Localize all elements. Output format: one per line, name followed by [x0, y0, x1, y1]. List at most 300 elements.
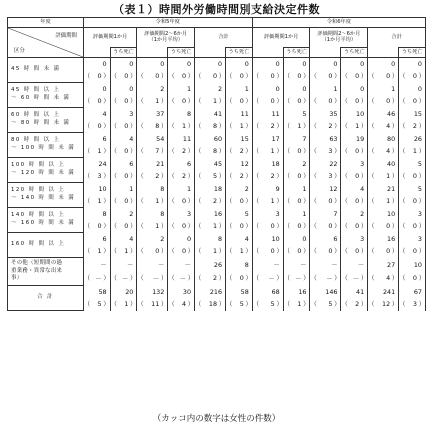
paren-open: （ — [195, 247, 202, 255]
death-subheader: うち死亡 — [399, 48, 426, 58]
female-value-cell — [226, 170, 253, 183]
value-cell: 6 — [310, 233, 341, 246]
female-value-cell — [310, 272, 341, 286]
female-value: 0 — [239, 97, 244, 105]
death-subheader: うち死亡 — [226, 48, 253, 58]
female-value: 1 — [181, 122, 187, 130]
value-cell: 1 — [310, 83, 341, 96]
female-value: － — [352, 274, 360, 283]
paren-close: ） — [218, 222, 226, 230]
female-value-cell — [283, 70, 310, 83]
value-cell: 10 — [252, 233, 283, 246]
paren-open: （ — [399, 97, 406, 105]
female-value-cell — [137, 95, 168, 108]
female-value-cell — [110, 272, 137, 286]
female-value: 0 — [97, 97, 102, 105]
paren-open: （ — [368, 122, 375, 130]
female-value-cell — [83, 95, 110, 108]
value-cell: 0 — [83, 83, 110, 96]
paren-close: ） — [418, 147, 425, 155]
value-cell: 3 — [168, 208, 195, 221]
female-value: 0 — [270, 222, 275, 230]
value-cell: 1 — [368, 83, 399, 96]
value-cell: 5 — [283, 108, 310, 121]
paren-close: ） — [187, 97, 195, 105]
paren-open: （ — [83, 300, 91, 308]
female-value-cell — [368, 95, 399, 108]
blank-subheader — [137, 48, 168, 58]
paren-open: （ — [168, 197, 175, 205]
female-value-cell — [310, 220, 341, 233]
paren-close: ） — [129, 122, 137, 130]
paren-close: ） — [160, 172, 168, 180]
paren-open: （ — [310, 300, 317, 308]
paren-close: ） — [218, 197, 226, 205]
r6-period-2-6m-header: 評価期間2～6か月 （1か月平均） — [310, 28, 368, 48]
value-cell: 60 — [195, 133, 226, 146]
value-cell: 4 — [110, 233, 137, 246]
paren-close: ） — [218, 300, 226, 308]
female-value: 0 — [328, 97, 333, 105]
paren-open: （ — [226, 273, 233, 282]
paren-open: （ — [226, 247, 233, 255]
female-value-cell — [168, 298, 195, 311]
female-value: 4 — [181, 300, 187, 308]
female-value: 2 — [181, 147, 187, 155]
female-value: 5 — [212, 172, 218, 180]
female-value-cell — [310, 195, 341, 208]
paren-open: （ — [83, 197, 91, 205]
blank-subheader — [252, 48, 283, 58]
value-cell: － — [137, 258, 168, 272]
female-value: 0 — [412, 172, 417, 180]
paren-close: ） — [334, 72, 341, 80]
female-value: 0 — [412, 222, 417, 230]
female-value-cell — [168, 120, 195, 133]
paren-open: （ — [168, 147, 175, 155]
female-value-cell — [252, 70, 283, 83]
paren-close: ） — [129, 72, 137, 80]
female-value-cell — [252, 170, 283, 183]
paren-close: ） — [391, 197, 399, 205]
paren-open: （ — [137, 122, 144, 130]
paren-close: ） — [103, 172, 110, 180]
female-value-cell — [137, 195, 168, 208]
r5-total-header: 合計 — [195, 28, 253, 48]
female-value: 5 — [328, 300, 333, 308]
value-cell: 10 — [341, 108, 368, 121]
female-value: 1 — [97, 197, 102, 205]
paren-open: （ — [341, 247, 348, 255]
paren-close: ） — [245, 72, 252, 80]
paren-close: ） — [245, 222, 252, 230]
paren-open: （ — [310, 72, 317, 80]
female-value: 1 — [297, 122, 302, 130]
female-value-cell — [341, 245, 368, 258]
paren-close: ） — [218, 247, 226, 255]
female-value-cell — [168, 95, 195, 108]
female-value-cell — [283, 220, 310, 233]
paren-open: （ — [368, 222, 375, 230]
female-value: 1 — [97, 147, 102, 155]
female-value-cell — [226, 195, 253, 208]
paren-open: （ — [341, 72, 348, 80]
female-value-cell — [399, 95, 426, 108]
female-value-cell — [399, 298, 426, 311]
female-value: 1 — [212, 97, 218, 105]
paren-close: ） — [418, 247, 425, 255]
female-value-cell — [283, 95, 310, 108]
paren-open: （ — [252, 300, 260, 308]
paren-open: （ — [83, 72, 91, 80]
value-cell: 15 — [226, 133, 253, 146]
paren-open: （ — [252, 72, 260, 80]
value-cell: 6 — [83, 133, 110, 146]
r5-period-2-6m-header: 評価期間2～6か月 （1か月平均） — [137, 28, 195, 48]
paren-open: （ — [341, 300, 348, 308]
paren-open: （ — [168, 122, 175, 130]
female-value: 0 — [355, 172, 360, 180]
female-value: 0 — [124, 147, 129, 155]
value-cell: 16 — [283, 286, 310, 299]
value-cell: 1 — [226, 83, 253, 96]
female-value-cell — [83, 70, 110, 83]
female-value-cell — [283, 298, 310, 311]
paren-open: （ — [399, 147, 406, 155]
female-value-cell — [168, 272, 195, 286]
female-value-cell — [399, 220, 426, 233]
paren-open: （ — [226, 197, 233, 205]
paren-open: （ — [252, 97, 260, 105]
paren-close: ） — [160, 97, 168, 105]
female-value: 2 — [270, 122, 275, 130]
female-value-cell — [83, 120, 110, 133]
female-value: 0 — [124, 72, 129, 80]
paren-close: ） — [218, 122, 226, 130]
blank-subheader — [310, 48, 341, 58]
value-cell: － — [83, 258, 110, 272]
value-cell: 22 — [310, 158, 341, 171]
value-cell: 0 — [252, 58, 283, 71]
value-cell: 3 — [252, 208, 283, 221]
value-cell: 2 — [137, 233, 168, 246]
paren-open: （ — [226, 147, 233, 155]
female-value-cell — [168, 145, 195, 158]
paren-close: ） — [303, 273, 310, 282]
paren-close: ） — [103, 147, 110, 155]
paren-close: ） — [391, 222, 399, 230]
female-value-cell — [310, 120, 341, 133]
value-cell: 5 — [399, 183, 426, 196]
value-cell: 1 — [283, 183, 310, 196]
paren-close: ） — [129, 300, 137, 308]
paren-close: ） — [187, 222, 195, 230]
paren-close: ） — [187, 273, 195, 282]
value-cell: 2 — [341, 208, 368, 221]
paren-close: ） — [276, 222, 283, 230]
paren-close: ） — [276, 172, 283, 180]
female-value-cell — [310, 70, 341, 83]
paren-close: ） — [418, 72, 425, 80]
value-cell: 216 — [195, 286, 226, 299]
paren-close: ） — [303, 72, 310, 80]
female-value: 3 — [97, 172, 102, 180]
paren-open: （ — [110, 97, 117, 105]
value-cell: 24 — [83, 158, 110, 171]
value-cell: 20 — [110, 286, 137, 299]
paren-close: ） — [160, 147, 168, 155]
paren-open: （ — [226, 72, 233, 80]
paren-close: ） — [360, 172, 368, 180]
paren-close: ） — [360, 300, 368, 308]
female-value: 2 — [181, 172, 187, 180]
value-cell: 21 — [137, 158, 168, 171]
female-value-cell — [226, 220, 253, 233]
female-value: 5 — [270, 300, 275, 308]
female-value: 0 — [270, 72, 275, 80]
female-value: 0 — [386, 222, 391, 230]
female-value-cell — [341, 272, 368, 286]
paren-close: ） — [129, 273, 137, 282]
female-value: 0 — [124, 197, 129, 205]
female-value: 0 — [412, 273, 417, 282]
female-value-cell — [195, 170, 226, 183]
female-value-cell — [341, 170, 368, 183]
paren-open: （ — [168, 247, 175, 255]
paren-open: （ — [110, 222, 117, 230]
paren-open: （ — [137, 172, 144, 180]
female-value-cell — [195, 120, 226, 133]
female-value-cell — [168, 245, 195, 258]
female-value: 4 — [386, 122, 391, 130]
paren-open: （ — [110, 72, 117, 80]
female-value: － — [268, 274, 275, 283]
value-cell: 8 — [195, 233, 226, 246]
paren-open: （ — [310, 247, 317, 255]
female-value: 0 — [297, 172, 302, 180]
female-value-cell — [168, 170, 195, 183]
female-value-cell — [368, 120, 399, 133]
female-value: － — [326, 274, 333, 283]
paren-close: ） — [218, 97, 226, 105]
female-value: 0 — [97, 222, 102, 230]
paren-open: （ — [341, 172, 348, 180]
female-value: 0 — [297, 147, 302, 155]
female-value: 0 — [239, 222, 244, 230]
female-value-cell — [137, 145, 168, 158]
female-value: 0 — [124, 122, 129, 130]
value-cell: 35 — [310, 108, 341, 121]
female-value-cell — [252, 245, 283, 258]
value-cell: 4 — [83, 108, 110, 121]
row-label: 140 時 間 以 上 ～ 160 時 間 未 満 — [8, 208, 84, 233]
row-label: 合 計 — [8, 286, 84, 311]
female-value-cell — [252, 272, 283, 286]
value-cell: 68 — [252, 286, 283, 299]
paren-close: ） — [276, 197, 283, 205]
value-cell: 1 — [168, 83, 195, 96]
value-cell: 0 — [368, 58, 399, 71]
value-cell: 0 — [283, 83, 310, 96]
female-value: 1 — [124, 300, 129, 308]
year-header: 年度 — [8, 18, 84, 28]
value-cell: 0 — [195, 58, 226, 71]
female-value: 1 — [239, 247, 244, 255]
female-value: 0 — [328, 222, 333, 230]
female-value: 1 — [386, 172, 391, 180]
female-value: 12 — [382, 300, 391, 308]
paren-open: （ — [283, 222, 291, 230]
female-value: 2 — [355, 300, 360, 308]
female-value: 0 — [181, 197, 187, 205]
female-value: 0 — [386, 247, 391, 255]
row-label: 100 時 間 以 上 ～ 120 時 間 未 満 — [8, 158, 84, 183]
category-diagonal-header — [8, 28, 84, 58]
value-cell: 2 — [283, 158, 310, 171]
female-value-cell — [283, 245, 310, 258]
value-cell: － — [310, 258, 341, 272]
female-value: 0 — [297, 222, 302, 230]
blank-subheader — [195, 48, 226, 58]
female-value-cell — [399, 245, 426, 258]
value-cell: － — [110, 258, 137, 272]
female-value: 0 — [328, 72, 333, 80]
paren-close: ） — [103, 97, 110, 105]
female-value: 0 — [328, 247, 333, 255]
value-cell: 2 — [137, 83, 168, 96]
paren-close: ） — [160, 197, 168, 205]
female-value: 5 — [239, 300, 244, 308]
female-value: 1 — [270, 147, 275, 155]
paren-open: （ — [195, 300, 202, 308]
value-cell: 132 — [137, 286, 168, 299]
paren-close: ） — [276, 147, 283, 155]
female-value-cell — [341, 120, 368, 133]
row-label: 160 時 間 以 上 — [8, 233, 84, 258]
paren-close: ） — [303, 247, 310, 255]
paren-open: （ — [83, 147, 91, 155]
paren-open: （ — [283, 300, 291, 308]
paren-close: ） — [391, 97, 399, 105]
value-cell: 1 — [283, 208, 310, 221]
female-value: 1 — [124, 247, 129, 255]
female-value-cell — [110, 220, 137, 233]
female-value-cell — [310, 95, 341, 108]
paren-open: （ — [310, 122, 317, 130]
paren-open: （ — [195, 97, 202, 105]
value-cell: 46 — [368, 108, 399, 121]
value-cell: 4 — [341, 183, 368, 196]
female-value: 0 — [181, 222, 187, 230]
paren-open: （ — [368, 247, 375, 255]
paren-close: ） — [303, 197, 310, 205]
paren-close: ） — [245, 97, 252, 105]
paren-open: （ — [252, 147, 260, 155]
paren-open: （ — [341, 197, 348, 205]
value-cell: － — [283, 258, 310, 272]
value-cell: 58 — [226, 286, 253, 299]
female-value-cell — [341, 95, 368, 108]
value-cell: 6 — [110, 158, 137, 171]
female-value: 7 — [155, 147, 160, 155]
female-value: 0 — [181, 97, 187, 105]
paren-close: ） — [187, 122, 195, 130]
paren-close: ） — [391, 247, 399, 255]
paren-open: （ — [399, 222, 406, 230]
paren-open: （ — [252, 273, 260, 282]
paren-close: ） — [303, 172, 310, 180]
paren-close: ） — [418, 273, 425, 282]
female-value-cell — [283, 170, 310, 183]
paren-close: ） — [334, 300, 341, 308]
paren-close: ） — [418, 197, 425, 205]
value-cell: 21 — [368, 183, 399, 196]
paren-close: ） — [276, 273, 283, 282]
value-cell: 15 — [399, 108, 426, 121]
paren-open: （ — [252, 172, 260, 180]
female-value: 2 — [212, 197, 218, 205]
paren-close: ） — [303, 147, 310, 155]
paren-close: ） — [418, 172, 425, 180]
female-value: 0 — [155, 247, 160, 255]
paren-close: ） — [360, 222, 368, 230]
female-value: 0 — [386, 72, 391, 80]
female-value: 2 — [412, 122, 417, 130]
female-value: － — [295, 274, 302, 283]
value-cell: 4 — [110, 133, 137, 146]
paren-close: ） — [187, 147, 195, 155]
female-value-cell — [252, 298, 283, 311]
female-value: 0 — [297, 72, 302, 80]
value-cell: 12 — [226, 158, 253, 171]
value-cell: 0 — [168, 58, 195, 71]
paren-close: ） — [187, 300, 195, 308]
value-cell: 2 — [226, 183, 253, 196]
paren-open: （ — [399, 197, 406, 205]
paren-open: （ — [226, 222, 233, 230]
value-cell: 6 — [83, 233, 110, 246]
female-value: 8 — [212, 147, 218, 155]
female-value-cell — [195, 145, 226, 158]
paren-open: （ — [195, 147, 202, 155]
female-value: 0 — [355, 72, 360, 80]
paren-close: ） — [334, 122, 341, 130]
female-value: 3 — [328, 172, 333, 180]
value-cell: 0 — [310, 58, 341, 71]
row-label: 45 時 間 以 上 ～ 60 時 間 未 満 — [8, 83, 84, 108]
female-value-cell — [283, 272, 310, 286]
female-value-cell — [110, 120, 137, 133]
female-value-cell — [137, 220, 168, 233]
female-value-cell — [137, 170, 168, 183]
value-cell: 26 — [195, 258, 226, 272]
female-value: 0 — [124, 172, 129, 180]
paren-close: ） — [103, 247, 110, 255]
paren-open: （ — [83, 122, 91, 130]
paren-open: （ — [226, 172, 233, 180]
value-cell: 11 — [226, 108, 253, 121]
paren-open: （ — [110, 197, 117, 205]
paren-close: ） — [129, 222, 137, 230]
female-value: 2 — [212, 273, 218, 282]
paren-open: （ — [283, 97, 291, 105]
female-value: 0 — [355, 247, 360, 255]
paren-open: （ — [168, 172, 175, 180]
value-cell: 10 — [368, 208, 399, 221]
r6-total-header: 合計 — [368, 28, 426, 48]
value-cell: 0 — [252, 83, 283, 96]
paren-close: ） — [129, 97, 137, 105]
